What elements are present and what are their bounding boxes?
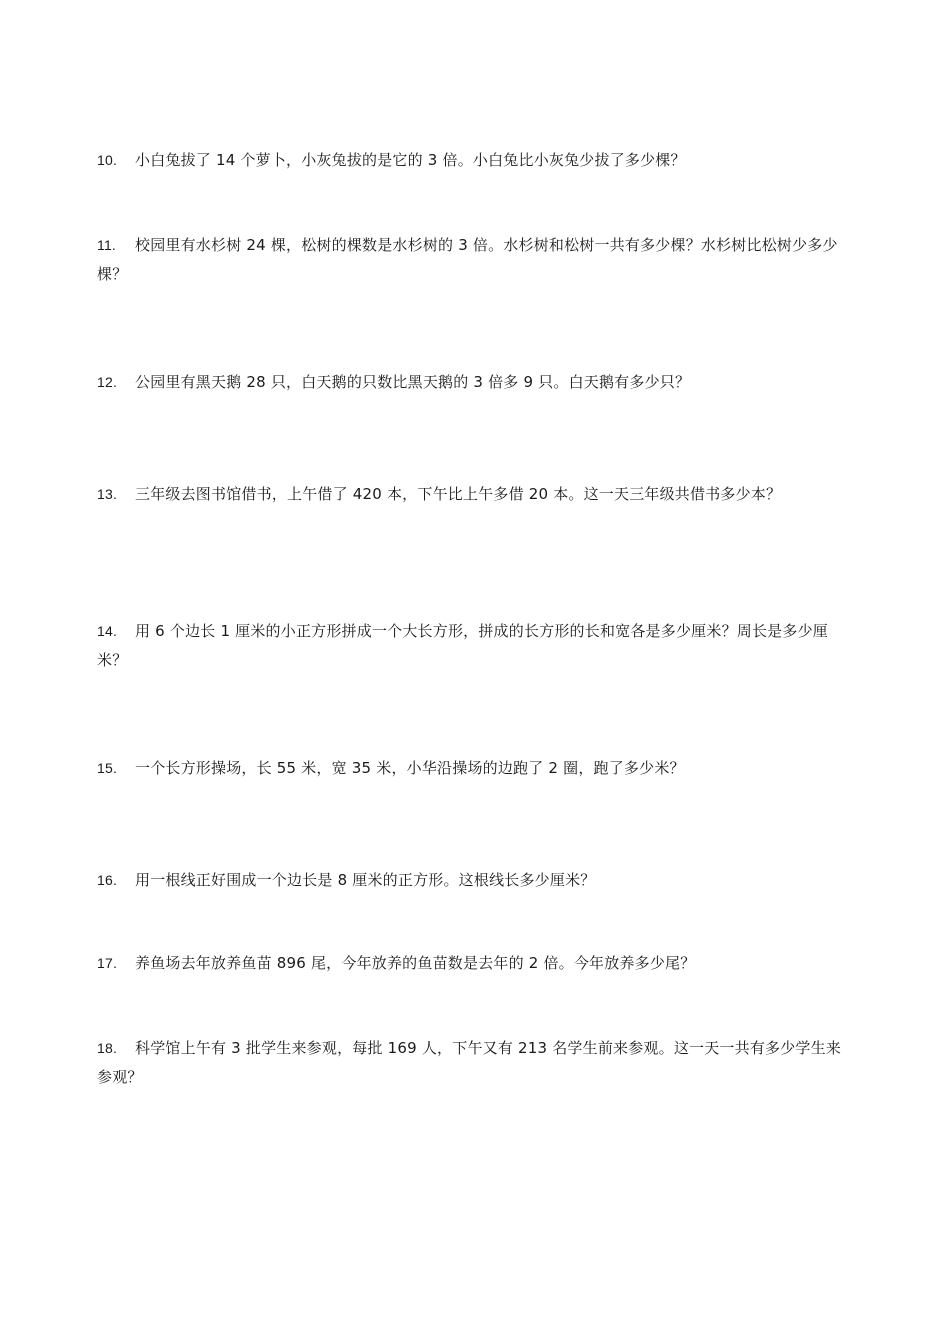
problem-number: 14. [97,623,118,639]
problem-text: 小白兔拔了 14 个萝卜，小灰兔拔的是它的 3 倍。小白兔比小灰兔少拔了多少棵？ [135,151,686,169]
problem-text: 三年级去图书馆借书，上午借了 420 本，下午比上午多借 20 本。这一天三年级共借书多少本？ [135,485,782,503]
problem-number: 18. [97,1040,118,1056]
problem-18 [97,1034,853,1092]
problem-17 [97,949,853,978]
problem-text: 用一根线正好围成一个边长是 8 厘米的正方形。这根线长多少厘米？ [135,871,596,889]
problem-text: 养鱼场去年放养鱼苗 896 尾，今年放养的鱼苗数是去年的 2 倍。今年放养多少尾？ [135,954,696,972]
problem-16 [97,866,853,895]
problem-number: 10. [97,152,118,168]
problem-text: 一个长方形操场，长 55 米，宽 35 米，小华沿操场的边跑了 2 圈，跑了多少米？ [135,759,685,777]
problem-12 [97,368,853,397]
problem-10 [97,146,853,175]
problem-11 [97,231,853,289]
problem-text: 校园里有水杉树 24 棵，松树的棵数是水杉树的 3 倍。水杉树和松树一共有多少棵？水杉树比松树少多少棵？ [97,236,838,283]
problem-13 [97,480,853,509]
problem-number: 11. [97,237,117,253]
problem-text: 用 6 个边长 1 厘米的小正方形拼成一个大长方形，拼成的长方形的长和宽各是多少厘米？周长是多少厘米？ [97,622,828,669]
problem-15 [97,754,853,783]
problem-number: 16. [97,872,118,888]
problem-number: 12. [97,374,118,390]
problem-number: 13. [97,486,118,502]
problem-14 [97,617,853,675]
problem-number: 17. [97,955,118,971]
problem-text: 科学馆上午有 3 批学生来参观，每批 169 人，下午又有 213 名学生前来参观。这一天一共有多少学生来参观？ [97,1039,842,1086]
problem-number: 15. [97,760,118,776]
problem-text: 公园里有黑天鹅 28 只，白天鹅的只数比黑天鹅的 3 倍多 9 只。白天鹅有多少只？ [135,373,691,391]
